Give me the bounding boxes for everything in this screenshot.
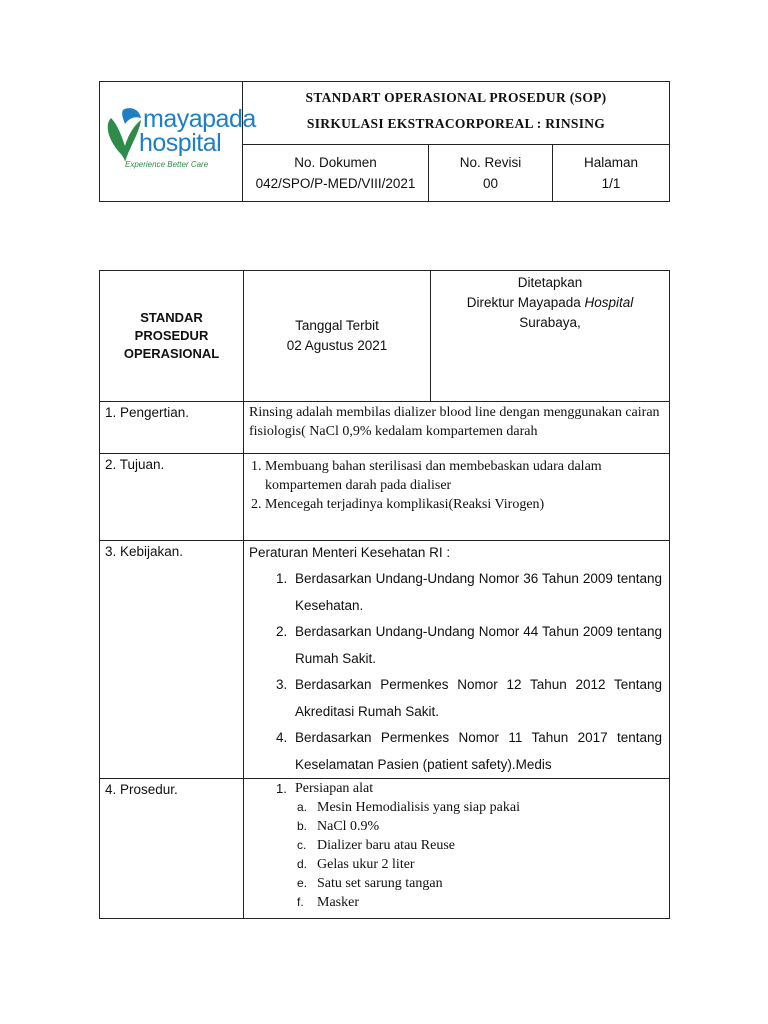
direktur-prefix: Direktur Mayapada (466, 295, 585, 310)
dokumen-value: 042/SPO/P-MED/VIII/2021 (255, 176, 416, 191)
list-number: b. (297, 819, 308, 833)
direktur-italic: Hospital (584, 295, 634, 310)
standar-cell (100, 271, 244, 402)
tujuan-label: 2. Tujuan. (100, 454, 244, 541)
tanggal-label: Tanggal Terbit (295, 318, 379, 333)
logo-cell (100, 82, 256, 202)
list-item (249, 817, 664, 836)
list-text: Berdasarkan Undang-Undang Nomor 44 Tahun 2009 tentang Rumah Sakit. (295, 624, 662, 666)
list-text: NaCl 0.9% (317, 819, 380, 834)
ditetapkan-cell (431, 271, 670, 402)
logo-name-line2: hospital (139, 128, 222, 157)
list-text: Mesin Hemodialisis yang siap pakai (317, 800, 520, 815)
tujuan-cell (244, 454, 670, 541)
list-text: Masker (317, 895, 359, 910)
list-item (249, 798, 664, 817)
logo-tagline: Experience Better Care (125, 159, 209, 169)
sop-title: STANDART OPERASIONAL PROSEDUR (SOP) (305, 90, 607, 105)
list-item (249, 874, 664, 893)
kebijakan-label: 3. Kebijakan. (100, 541, 244, 779)
kebijakan-intro: Peraturan Menteri Kesehatan RI : (249, 545, 451, 560)
list-text: Satu set sarung tangan (317, 876, 443, 891)
pengertian-text: Rinsing adalah membilas dializer blood line dengan menggunakan cairan fisiologis( NaCl 0,9% kedalam kompartemen darah (244, 402, 670, 454)
list-number: c. (297, 838, 307, 852)
list-item (249, 672, 662, 725)
kebijakan-list (249, 566, 664, 778)
standar-line3: OPERASIONAL (123, 346, 220, 361)
list-text: Berdasarkan Permenkes Nomor 12 Tahun 2012 Tentang Akreditasi Rumah Sakit. (295, 677, 662, 719)
header-table (99, 81, 670, 202)
revisi-label: No. Revisi (459, 155, 522, 170)
main-table (99, 270, 670, 919)
standar-line1: STANDAR (140, 310, 203, 325)
list-item (249, 566, 662, 619)
list-item (249, 855, 664, 874)
list-item (249, 725, 662, 778)
list-item (249, 619, 662, 672)
list-item (249, 495, 664, 514)
list-text: Gelas ukur 2 liter (317, 857, 415, 872)
list-text: Berdasarkan Undang-Undang Nomor 36 Tahun 2009 tentang Kesehatan. (295, 571, 662, 613)
logo-name-line1: mayapada (143, 104, 256, 133)
halaman-value: 1/1 (601, 176, 621, 191)
prosedur-heading (249, 779, 664, 798)
tujuan-list (249, 457, 664, 514)
list-number: e. (297, 876, 308, 890)
sop-title-cell (243, 82, 670, 145)
prosedur-label: 4. Prosedur. (100, 779, 244, 919)
list-number: 4. (276, 730, 288, 745)
revisi-cell (429, 145, 553, 202)
prosedur-cell (244, 779, 670, 919)
kebijakan-cell (244, 541, 670, 779)
sop-subtitle: SIRKULASI EKSTRACORPOREAL : RINSING (306, 116, 606, 131)
list-item (249, 457, 664, 495)
list-number: 1. (276, 781, 287, 796)
dokumen-cell (243, 145, 429, 202)
pengertian-label: 1. Pengertian. (100, 402, 244, 454)
list-number: 3. (276, 677, 288, 692)
hospital-logo (101, 102, 256, 182)
halaman-label: Halaman (583, 155, 639, 170)
list-text: Dializer baru atau Reuse (317, 838, 455, 853)
ditetapkan-label: Ditetapkan (517, 275, 583, 290)
halaman-cell (553, 145, 670, 202)
revisi-value: 00 (482, 176, 499, 191)
list-text: Mencegah terjadinya komplikasi(Reaksi Virogen) (265, 497, 545, 512)
list-text: Membuang bahan sterilisasi dan membebaskan udara dalam kompartemen darah pada dialiser (265, 459, 602, 493)
list-number: 2. (251, 497, 262, 512)
list-number: 1. (251, 459, 262, 474)
list-number: d. (297, 857, 308, 871)
list-number: 1. (276, 571, 288, 586)
direktur-line (436, 293, 664, 333)
list-number: 2. (276, 624, 288, 639)
standar-line2: PROSEDUR (134, 328, 209, 343)
list-item (249, 836, 664, 855)
dokumen-label: No. Dokumen (294, 155, 377, 170)
list-text: Persiapan alat (295, 781, 374, 796)
list-number: a. (297, 800, 308, 814)
tanggal-cell (244, 271, 431, 402)
tanggal-value: 02 Agustus 2021 (286, 338, 388, 353)
list-number: f. (297, 895, 304, 909)
list-item (249, 893, 664, 912)
direktur-suffix: Surabaya, (519, 315, 581, 330)
list-text: Berdasarkan Permenkes Nomor 11 Tahun 2017 tentang Keselamatan Pasien (patient safety).Medis (295, 730, 662, 772)
